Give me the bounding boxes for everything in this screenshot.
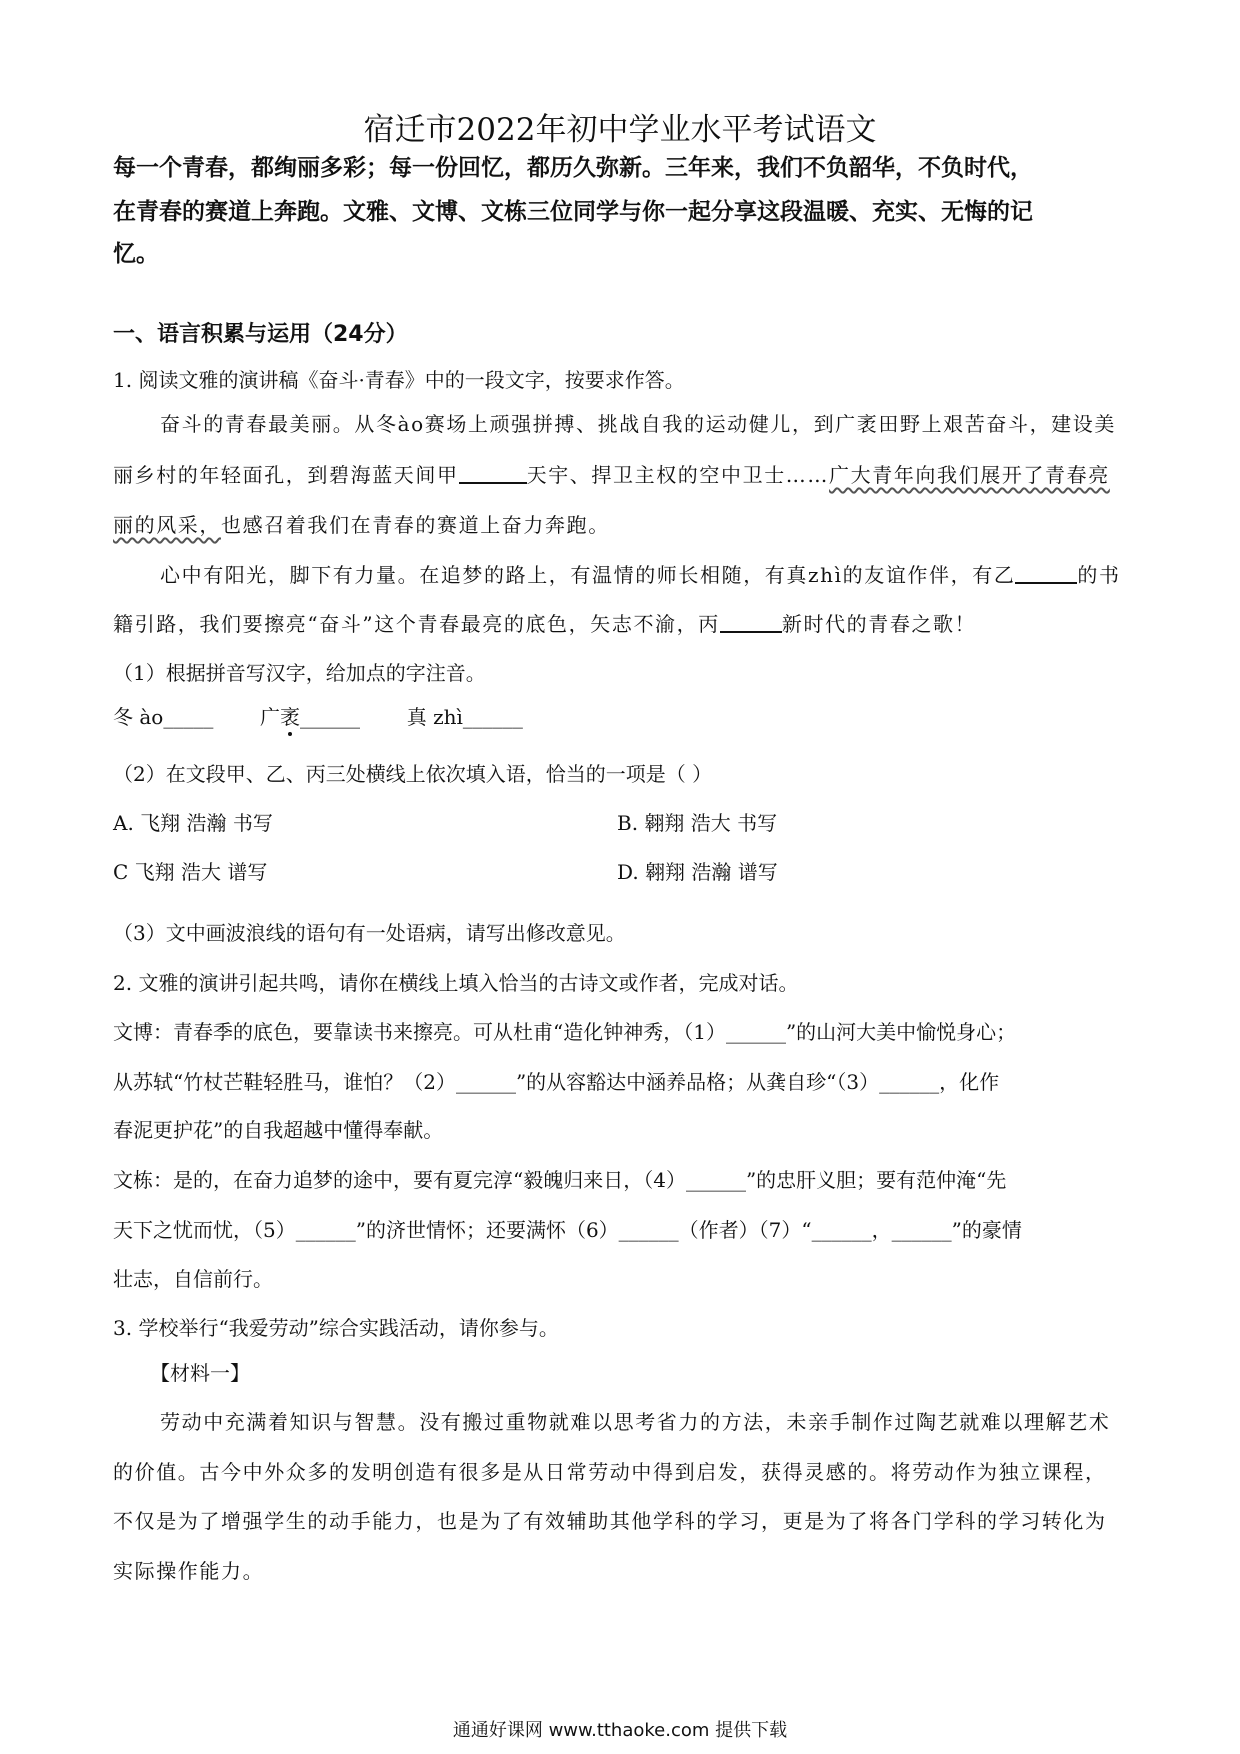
- item-mao-blank: ______: [300, 705, 361, 729]
- item-guang: 广: [260, 705, 281, 729]
- passage-text: 丽乡村的年轻面孔，到碧海蓝天间甲: [113, 463, 459, 487]
- section-heading: 一、语言积累与运用（24分）: [113, 322, 408, 347]
- page-title: 宿迁市2022年初中学业水平考试语文: [363, 112, 877, 148]
- sub-question-2: （2）在文段甲、乙、丙三处横线上依次填入语，恰当的一项是（ ）: [113, 762, 713, 786]
- passage-1-line-3: [113, 509, 610, 541]
- wavy-sentence-part-1: 广大青年向我们展开了青春亮: [829, 463, 1110, 487]
- blank-bing: [720, 609, 782, 633]
- option-c: C 飞翔 浩大 谱写: [113, 860, 268, 884]
- item-dong-ao: 冬 ào_____: [113, 705, 214, 729]
- passage-text: 心中有阳光，脚下有力量。在追梦的路上，有温情的师长相随，有真zhì的友谊作伴，有乙: [160, 563, 1016, 587]
- footer-download-link[interactable]: 通通好课网 www.tthaoke.com 提供下载: [452, 1720, 788, 1741]
- dialogue-line-1: 文博：青春季的底色，要靠读书来擦亮。可从杜甫“造化钟神秀，（1）______”的山河大美中愉悦身心；: [113, 1020, 1017, 1044]
- wavy-sentence-part-2: 丽的风采，: [113, 513, 221, 537]
- question-3-stem: 3. 学校举行“我爱劳动”综合实践活动，请你参与。: [113, 1316, 559, 1340]
- intro-line-1: 每一个青春，都绚丽多彩；每一份回忆，都历久弥新。三年来，我们不负韶华，不负时代，: [113, 155, 1033, 181]
- material-line-2: 的价值。古今中外众多的发明创造有很多是从日常劳动中得到启发，获得灵感的。将劳动作为独立课程，: [113, 1460, 1107, 1484]
- option-b: B. 翱翔 浩大 书写: [617, 811, 778, 835]
- intro-line-3: 忆。: [113, 241, 159, 267]
- passage-text: 天宇、捍卫主权的空中卫士……: [526, 463, 830, 487]
- item-zhen-zhi: 真 zhì______: [406, 705, 523, 729]
- sub-question-1: （1）根据拼音写汉字，给加点的字注音。: [113, 661, 486, 685]
- passage-2-line-1: [160, 559, 1121, 591]
- passage-text: 籍引路，我们要擦亮“奋斗”这个青春最亮的底色，矢志不渝，丙: [113, 612, 720, 636]
- blank-yi: [1015, 560, 1077, 584]
- question-2-stem: 2. 文雅的演讲引起共鸣，请你在横线上填入恰当的古诗文或作者，完成对话。: [113, 971, 799, 995]
- dialogue-line-4: 文栋：是的，在奋力追梦的途中，要有夏完淳“毅魄归来日，（4）______”的忠肝义胆；要有范仲淹“先: [113, 1168, 1007, 1192]
- dotted-char-mao: 袤: [280, 705, 301, 729]
- passage-text: 也感召着我们在青春的赛道上奋力奔跑。: [221, 513, 610, 537]
- sub-question-1-items: [113, 701, 523, 733]
- sub-question-3: （3）文中画波浪线的语句有一处语病，请写出修改意见。: [113, 921, 626, 945]
- dialogue-line-6: 壮志，自信前行。: [113, 1267, 273, 1291]
- option-d: D. 翱翔 浩瀚 谱写: [617, 860, 778, 884]
- passage-2-line-2: [113, 608, 976, 640]
- passage-text: 的书: [1077, 563, 1121, 587]
- dialogue-line-2: 从苏轼“竹杖芒鞋轻胜马，谁怕？（2）______”的从容豁达中涵养品格；从龚自珍“（3）______，化作: [113, 1070, 1000, 1094]
- passage-text: 新时代的青春之歌！: [781, 612, 977, 636]
- passage-1-line-2: [113, 459, 1110, 491]
- dialogue-line-5: 天下之忧而忧，（5）______”的济世情怀；还要满怀（6）______（作者）（7）“______，______”的豪情: [113, 1218, 1022, 1242]
- passage-1-line-1: 奋斗的青春最美丽。从冬ào赛场上顽强拼搏、挑战自我的运动健儿，到广袤田野上艰苦奋斗，建设美: [160, 412, 1116, 436]
- intro-line-2: 在青春的赛道上奔跑。文雅、文博、文栋三位同学与你一起分享这段温暖、充实、无悔的记: [113, 199, 1033, 225]
- question-1-stem: 1. 阅读文雅的演讲稿《奋斗·青春》中的一段文字，按要求作答。: [113, 368, 685, 392]
- material-label: 【材料一】: [150, 1361, 250, 1385]
- material-line-3: 不仅是为了增强学生的动手能力，也是为了有效辅助其他学科的学习，更是为了将各门学科的学习转化为: [113, 1509, 1107, 1533]
- dialogue-line-3: 春泥更护花”的自我超越中懂得奉献。: [113, 1118, 444, 1142]
- option-a: A. 飞翔 浩瀚 书写: [113, 811, 273, 835]
- blank-jia: [459, 460, 527, 484]
- material-line-4: 实际操作能力。: [113, 1559, 265, 1583]
- material-line-1: 劳动中充满着知识与智慧。没有搬过重物就难以思考省力的方法，未亲手制作过陶艺就难以理解艺术: [160, 1410, 1111, 1434]
